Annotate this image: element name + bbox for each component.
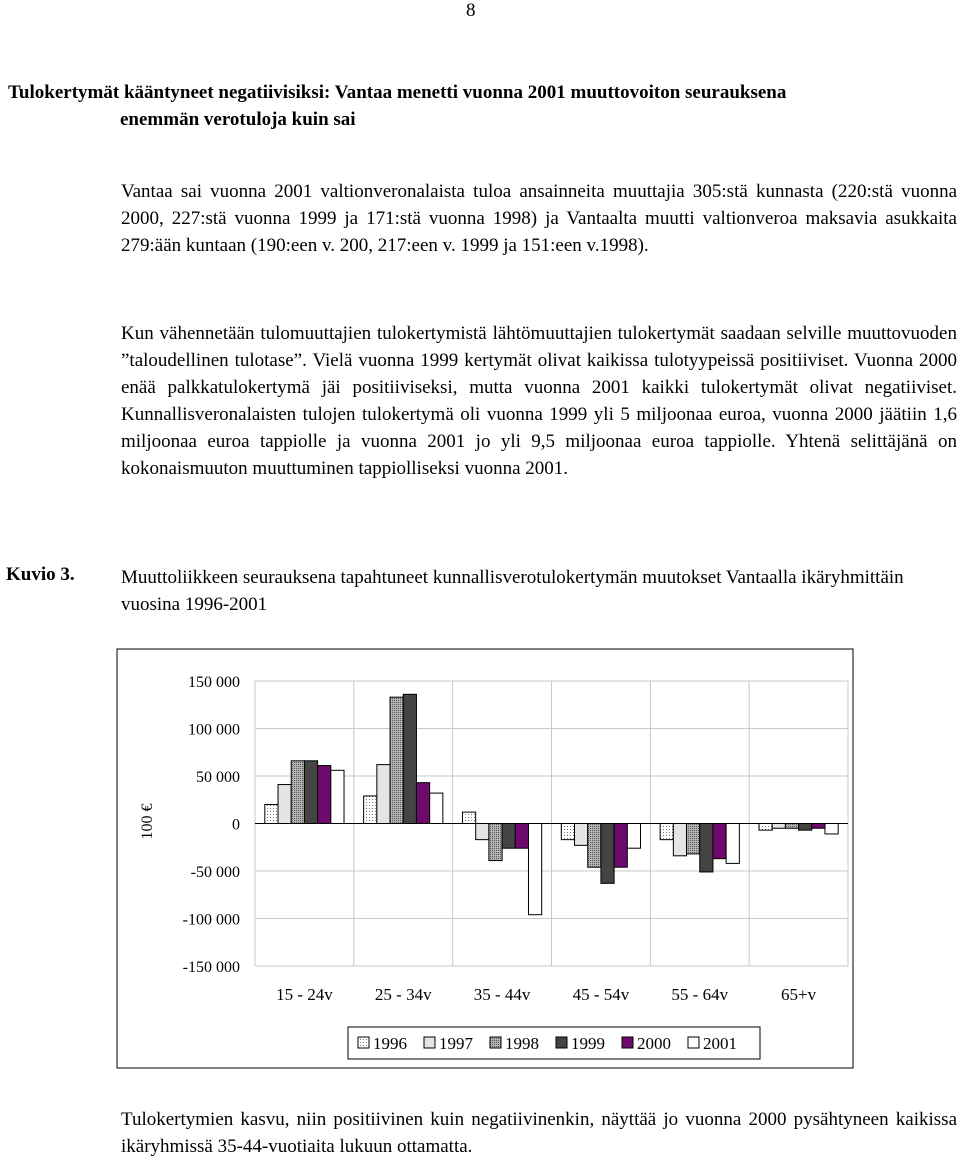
x-tick-label: 15 - 24v	[276, 985, 333, 1004]
x-tick-label: 35 - 44v	[473, 985, 531, 1004]
bar-2000-3	[614, 824, 627, 868]
page-number: 8	[466, 0, 476, 21]
bar-2001-4	[726, 824, 739, 864]
bar-1996-5	[759, 824, 772, 831]
paragraph-1: Vantaa sai vuonna 2001 valtionveronalaista tuloa ansainneita muuttajia 305:stä kunnasta (220:stä vuonna 2000, 227:stä vuonna 1999 ja 171:stä vuonna 1998) ja Vantaalta muutti valtionveroa maksavia asukkaita 279:ään kuntaan (190:een v. 200, 217:een v. 1999 ja 151:een v.1998).	[121, 181, 957, 256]
section-heading	[8, 79, 956, 133]
bar-2001-3	[627, 824, 640, 849]
legend-swatch-1996	[358, 1037, 369, 1048]
bar-1996-3	[561, 824, 574, 840]
bottom-paragraph: Tulokertymien kasvu, niin positiivinen kuin negatiivinenkin, näyttää jo vuonna 2000 pysähtyneen kaikissa ikäryhmissä 35-44-vuotiaita lukuun ottamatta.	[121, 1109, 957, 1157]
bar-1998-5	[785, 824, 798, 829]
legend-label: 1999	[571, 1034, 605, 1053]
bar-1997-5	[772, 824, 785, 829]
bar-1997-4	[673, 824, 686, 856]
bar-1999-0	[304, 761, 317, 824]
bar-2001-2	[528, 824, 541, 915]
bar-1999-2	[502, 824, 515, 849]
bar-2000-5	[812, 824, 825, 829]
legend-swatch-1997	[424, 1037, 435, 1048]
legend-label: 1997	[439, 1034, 473, 1053]
bar-2001-5	[825, 824, 838, 834]
y-tick-label: -100 000	[182, 911, 240, 929]
bar-1999-3	[601, 824, 614, 884]
bar-2001-0	[331, 770, 344, 823]
bar-1998-4	[687, 824, 700, 854]
legend-label: 2001	[703, 1034, 737, 1053]
legend-label: 2000	[637, 1034, 671, 1053]
bar-2000-0	[318, 766, 331, 824]
bar-2000-4	[713, 824, 726, 859]
bar-1998-2	[489, 824, 502, 861]
bar-1998-3	[588, 824, 601, 868]
paragraph-2: Kun vähennetään tulomuuttajien tulokertymistä lähtömuuttajien tulokertymät saadaan selville muuttovuoden ”taloudellinen tulotase”. Vielä vuonna 1999 kertymät olivat kaikissa tulotyypeissä positiiviset. Vuonna 2000 enää palkkatulokertymä jäi positiiviseksi, mutta vuonna 2001 kaikki tulokertymät olivat negatiiviset. Kunnallisveronalaisten tulojen tulokertymä oli vuonna 1999 yli 5 miljoonaa euroa, vuonna 2000 jäätiin 1,6 miljoonaa euroa tappiolle ja vuonna 2001 jo yli 9,5 miljoonaa euroa tappiolle. Yhtenä selittäjänä on kokonaismuuton muuttuminen tappiolliseksi vuonna 2001.	[121, 323, 957, 479]
bar-1996-1	[364, 796, 377, 824]
y-tick-label: 0	[232, 816, 240, 834]
bar-1997-0	[278, 785, 291, 824]
bar-1999-4	[700, 824, 713, 872]
x-tick-label: 45 - 54v	[572, 985, 630, 1004]
bar-1997-2	[476, 824, 489, 840]
heading-line-1: Tulokertymät kääntyneet negatiivisiksi: Vantaa menetti vuonna 2001 muuttovoiton seurauksena	[8, 82, 787, 103]
y-axis-label: 100 €	[139, 803, 156, 840]
bar-chart	[114, 646, 858, 1072]
legend-label: 1996	[373, 1034, 407, 1053]
bar-2001-1	[430, 793, 443, 823]
legend-swatch-2000	[622, 1037, 633, 1048]
bar-1996-2	[462, 812, 475, 823]
x-tick-label: 55 - 64v	[671, 985, 729, 1004]
bar-1997-3	[575, 824, 588, 846]
y-tick-label: 100 000	[188, 721, 240, 739]
x-tick-label: 65+v	[781, 985, 817, 1004]
legend-swatch-1999	[556, 1037, 567, 1048]
chart-frame	[117, 649, 853, 1068]
bar-1999-1	[403, 694, 416, 823]
y-tick-label: -50 000	[190, 864, 240, 881]
bar-1997-1	[377, 765, 390, 824]
bar-1996-0	[265, 805, 278, 824]
legend-swatch-2001	[688, 1037, 699, 1048]
bar-2000-2	[515, 824, 528, 849]
heading-line-2: enemmän verotuloja kuin sai	[120, 109, 356, 130]
y-tick-label: -150 000	[182, 959, 240, 976]
bar-2000-1	[416, 783, 429, 824]
bar-1998-0	[291, 761, 304, 824]
bar-1998-1	[390, 697, 403, 823]
bar-1999-5	[799, 824, 812, 831]
bar-1996-4	[660, 824, 673, 840]
legend-label: 1998	[505, 1034, 539, 1053]
legend-swatch-1998	[490, 1037, 501, 1048]
y-tick-label: 50 000	[196, 769, 240, 786]
x-tick-label: 25 - 34v	[374, 985, 432, 1004]
figure-label: Kuvio 3.	[6, 564, 75, 585]
y-tick-label: 150 000	[188, 674, 240, 691]
figure-caption: Muuttoliikkeen seurauksena tapahtuneet kunnallisverotulokertymän muutokset Vantaalla ikäryhmittäin vuosina 1996-2001	[121, 567, 904, 615]
